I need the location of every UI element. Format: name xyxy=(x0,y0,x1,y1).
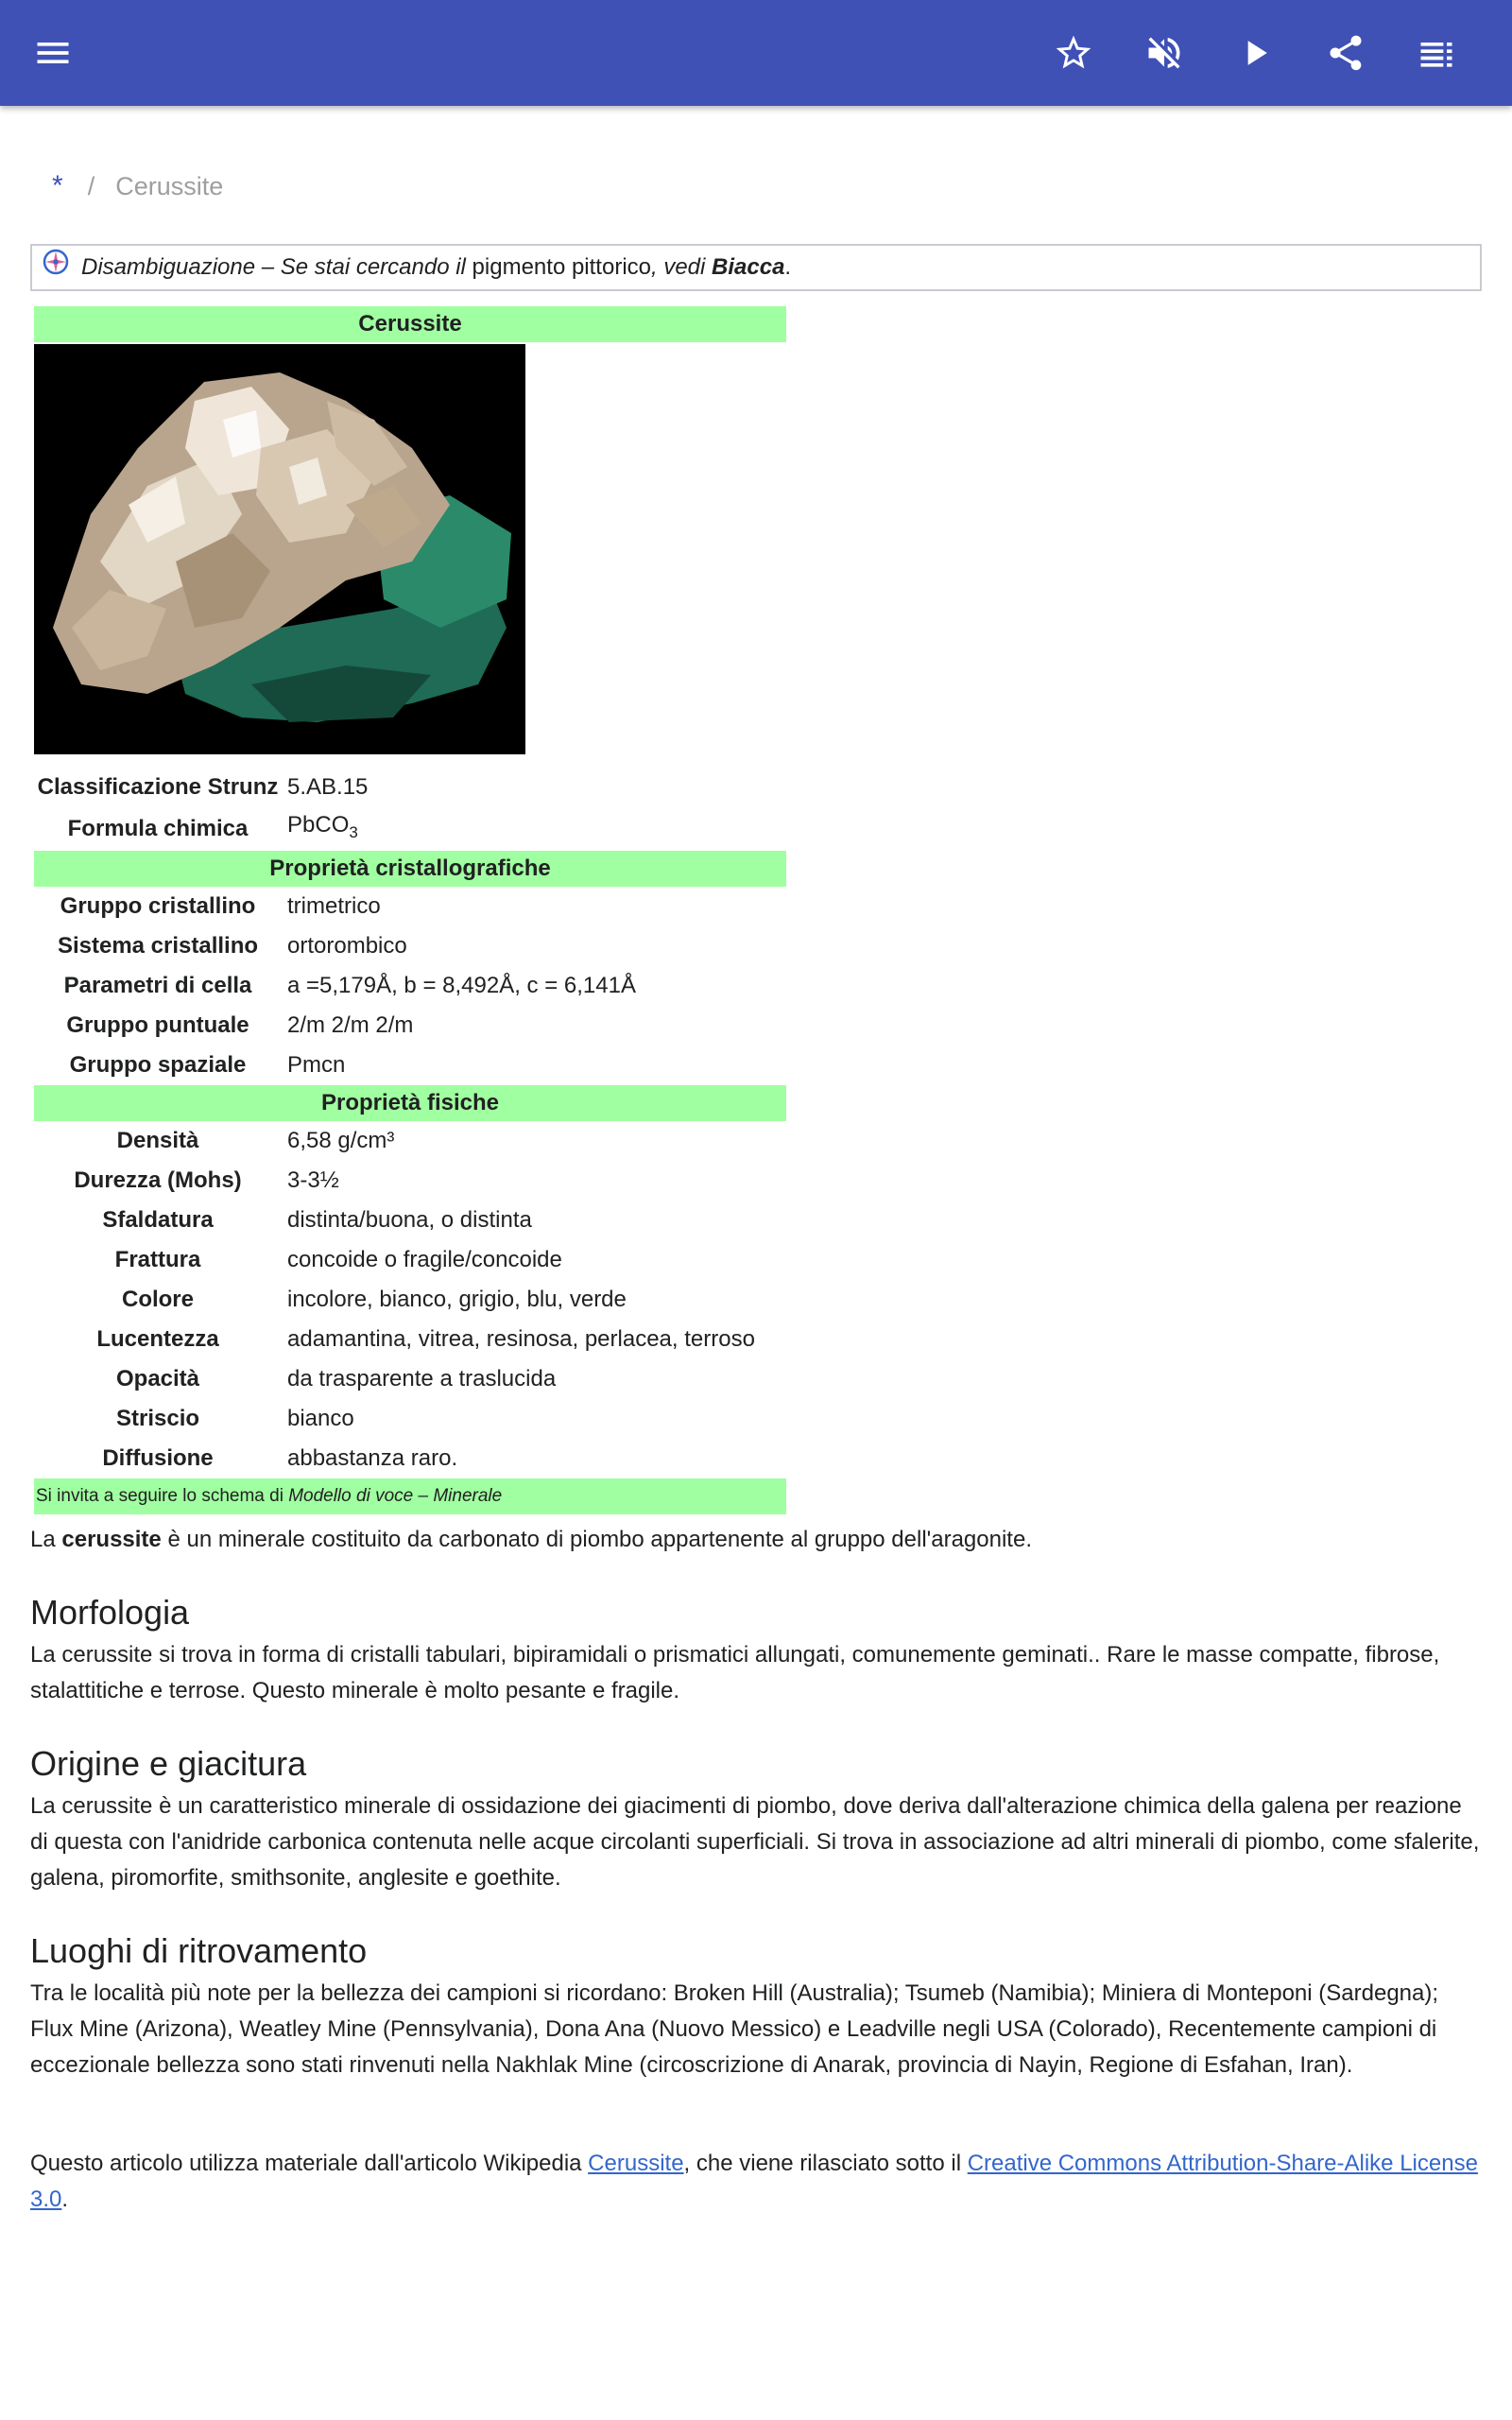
infobox-value: abbastanza raro. xyxy=(287,1444,458,1471)
infobox-value: 6,58 g/cm³ xyxy=(287,1127,395,1153)
infobox-label: Lucentezza xyxy=(96,1325,219,1352)
infobox-value: adamantina, vitrea, resinosa, perlacea, terroso xyxy=(287,1325,755,1352)
breadcrumb-current: Cerussite xyxy=(115,171,224,200)
infobox-value: 3-3½ xyxy=(287,1167,339,1193)
infobox-label: Sfaldatura xyxy=(102,1206,214,1233)
infobox-label: Sistema cristallino xyxy=(57,932,259,959)
lead-after: è un minerale costituito da carbonato di piombo appartenente al gruppo dell'aragonite. xyxy=(161,1526,1032,1552)
menu-icon xyxy=(32,32,74,74)
infobox-footer-text: Si invita a seguire lo schema di xyxy=(36,1485,289,1506)
table-of-contents-button[interactable] xyxy=(1406,23,1467,83)
infobox-label: Classificazione Strunz xyxy=(37,774,279,800)
disambiguation-note xyxy=(30,244,1482,291)
attribution-end: . xyxy=(61,2186,69,2212)
menu-button[interactable] xyxy=(23,23,83,83)
attribution-prefix: Questo articolo utilizza materiale dall'articolo Wikipedia xyxy=(30,2150,589,2176)
lead-before: La xyxy=(30,1526,62,1552)
infobox-label: Frattura xyxy=(114,1246,201,1272)
infobox-row xyxy=(34,1439,786,1478)
infobox-row xyxy=(34,1280,786,1320)
hatnote-see: , vedi xyxy=(651,254,713,280)
infobox-label: Striscio xyxy=(115,1405,200,1431)
infobox-row xyxy=(34,1006,786,1046)
infobox-label: Densità xyxy=(116,1127,199,1153)
section-text-luoghi: Tra le località più note per la bellezza dei campioni si ricordano: Broken Hill (Australia); Tsumeb (Namibia); Miniera di Monteponi (Sardegna); Flux Mine (Arizona), Weatley Mine (Pennsylvania), Dona Ana (Nuovo Messico) e Leadville negli USA (Colorado), Recentemente campioni di eccezionale bellezza sono stati rinvenuti nella Nakhlak Mine (circoscrizione di Anarak, provincia di Nayin, Regione di Esfahan, Iran). xyxy=(30,1979,1439,2078)
infobox-value: Pmcn xyxy=(287,1051,346,1078)
infobox-row xyxy=(34,887,786,926)
mute-button[interactable] xyxy=(1134,23,1194,83)
infobox-title: Cerussite xyxy=(34,306,786,342)
article-content xyxy=(30,244,1482,2218)
star-outline-icon xyxy=(1053,32,1094,74)
play-button[interactable] xyxy=(1225,23,1285,83)
app-bar xyxy=(0,0,1512,106)
infobox-label: Gruppo spaziale xyxy=(69,1051,247,1078)
infobox-row xyxy=(34,1046,786,1085)
bookmark-button[interactable] xyxy=(1043,23,1104,83)
breadcrumb-home-link[interactable]: * xyxy=(52,170,63,201)
infobox-label: Parametri di cella xyxy=(63,972,252,998)
infobox-label: Gruppo puntuale xyxy=(66,1011,249,1038)
infobox-value: concoide o fragile/concoide xyxy=(287,1246,562,1272)
lead-bold: cerussite xyxy=(61,1526,162,1552)
infobox-row xyxy=(34,1121,786,1161)
infobox-label: Durezza (Mohs) xyxy=(74,1167,242,1193)
share-button[interactable] xyxy=(1315,23,1376,83)
infobox-label: Diffusione xyxy=(102,1444,214,1471)
infobox-value: da trasparente a traslucida xyxy=(287,1365,557,1392)
hatnote-end: . xyxy=(784,254,792,280)
infobox-row xyxy=(34,1201,786,1240)
infobox-label: Gruppo cristallino xyxy=(60,892,256,919)
breadcrumb-separator: / xyxy=(87,171,95,200)
infobox-value: bianco xyxy=(287,1405,354,1431)
infobox-label: Formula chimica xyxy=(67,815,249,841)
section-heading-luoghi: Luoghi di ritrovamento xyxy=(30,1930,368,1970)
volume-off-icon xyxy=(1143,32,1185,74)
infobox-value: a =5,179Å, b = 8,492Å, c = 6,141Å xyxy=(287,972,636,998)
infobox-value xyxy=(282,807,786,851)
play-icon xyxy=(1234,32,1276,74)
infobox-value: incolore, bianco, grigio, blu, verde xyxy=(287,1286,627,1312)
section-text-origine: La cerussite è un caratteristico minerale di ossidazione dei giacimenti di piombo, dove deriva dall'alterazione chimica della galena per reazione di questa con l'anidride carbonica contenuta nelle acque circolanti superficiali. Si trova in associazione ad altri minerali di piombo, come sfalerite, galena, piromorfite, smithsonite, anglesite e goethite. xyxy=(30,1792,1480,1891)
section-heading-origine: Origine e giacitura xyxy=(30,1743,307,1783)
infobox-row xyxy=(34,1240,786,1280)
breadcrumb xyxy=(52,170,223,202)
attribution-middle: , che viene rilasciato sotto il xyxy=(683,2150,968,2176)
infobox-label: Opacità xyxy=(115,1365,200,1392)
lead-paragraph xyxy=(30,1522,1482,1558)
infobox-value: 5.AB.15 xyxy=(287,774,369,800)
infobox-footer-link[interactable]: Modello di voce – Minerale xyxy=(288,1485,503,1506)
infobox-value: trimetrico xyxy=(287,892,381,919)
formula-main: PbCO xyxy=(287,812,350,838)
infobox-row xyxy=(34,807,786,851)
infobox xyxy=(34,306,786,1514)
hatnote-topic: pigmento pittorico xyxy=(465,254,651,280)
infobox-row xyxy=(34,768,786,807)
license-link[interactable]: Creative Commons Attribution-Share-Alike License 3.0 xyxy=(30,2150,1478,2212)
infobox-row xyxy=(34,966,786,1006)
infobox-row xyxy=(34,1399,786,1439)
infobox-section-physical: Proprietà fisiche xyxy=(34,1085,786,1121)
infobox-value: distinta/buona, o distinta xyxy=(287,1206,532,1233)
infobox-row xyxy=(34,1161,786,1201)
infobox-footer xyxy=(34,1478,786,1514)
infobox-label: Colore xyxy=(121,1286,194,1312)
section-heading-morfologia: Morfologia xyxy=(30,1592,190,1632)
cerussite-specimen-image[interactable] xyxy=(34,344,525,754)
infobox-image-cell xyxy=(34,342,786,768)
infobox-row xyxy=(34,926,786,966)
wikipedia-article-link[interactable]: Cerussite xyxy=(588,2150,684,2176)
infobox-section-crystallographic: Proprietà cristallografiche xyxy=(34,851,786,887)
hatnote-link-biacca[interactable]: Biacca xyxy=(712,254,785,280)
share-icon xyxy=(1325,32,1366,74)
attribution-paragraph xyxy=(30,2146,1482,2218)
infobox-value: ortorombico xyxy=(287,932,407,959)
infobox-row xyxy=(34,1359,786,1399)
playlist-icon xyxy=(1416,32,1457,74)
hatnote-prefix: Disambiguazione – Se stai cercando il xyxy=(81,254,466,280)
formula-subscript: 3 xyxy=(349,822,358,841)
infobox-value: 2/m 2/m 2/m xyxy=(287,1011,414,1038)
infobox-row xyxy=(34,1320,786,1359)
section-text-morfologia: La cerussite si trova in forma di cristalli tabulari, bipiramidali o prismatici allungati, comunemente geminati.. Rare le masse compatte, fibrose, stalattitiche e terrose. Questo minerale è molto pesante e fragile. xyxy=(30,1641,1440,1703)
disambiguation-icon xyxy=(42,248,70,276)
